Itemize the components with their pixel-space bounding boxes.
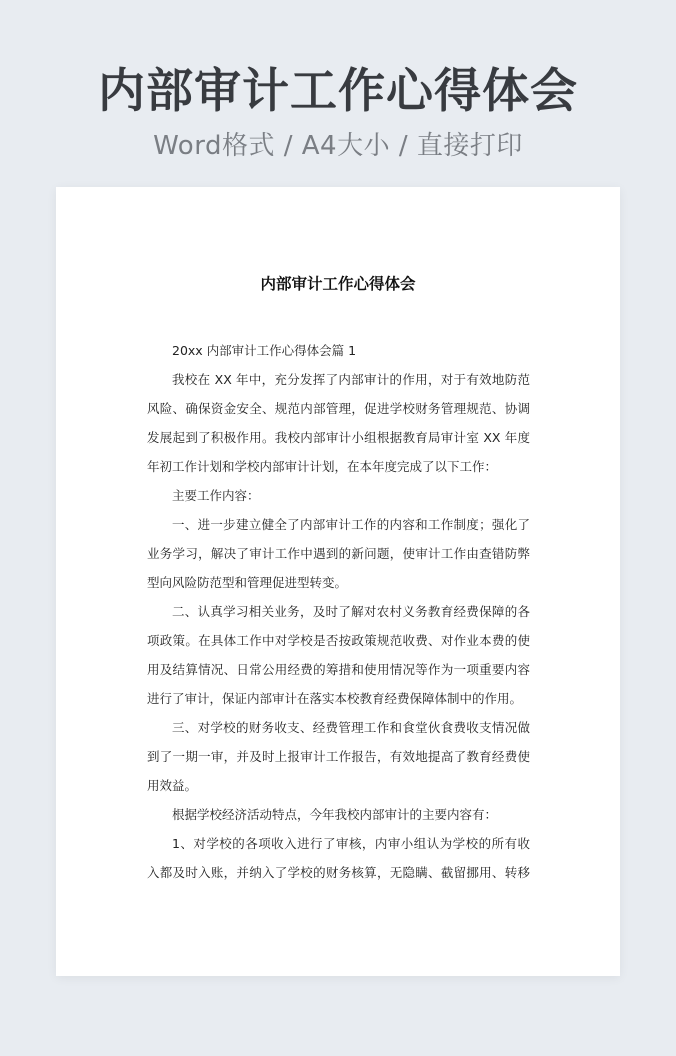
section-heading: 20xx 内部审计工作心得体会篇 1 [172,343,357,358]
text-line: 二、认真学习相关业务，及时了解对农村义务教育经费保障的各 [172,604,530,619]
text-line: 业务学习，解决了审计工作中遇到的新问题，使审计工作由查错防弊 [147,546,530,561]
main-title: 内部审计工作心得体会 [98,64,578,119]
text-line: 用效益。 [147,778,198,793]
text-line: 我校在 XX 年中，充分发挥了内部审计的作用，对于有效地防范 [172,372,530,387]
header [0,58,676,164]
text-line: 入都及时入账，并纳入了学校的财务核算，无隐瞒、截留挪用、转移 [147,865,530,880]
text-line: 进行了审计，保证内部审计在落实本校教育经费保障体制中的作用。 [147,691,523,706]
text-line: 三、对学校的财务收支、经费管理工作和食堂伙食费收支情况做 [172,720,530,735]
document-title: 内部审计工作心得体会 [260,275,416,293]
document-body [147,336,530,887]
text-line: 项政策。在具体工作中对学校是否按政策规范收费、对作业本费的使 [147,633,530,648]
text-line: 型向风险防范型和管理促进型转变。 [147,575,348,590]
subtitle: Word格式 / A4大小 / 直接打印 [153,131,523,161]
text-line: 一、进一步建立健全了内部审计工作的内容和工作制度；强化了 [172,517,530,532]
text-line: 1、对学校的各项收入进行了审核，内审小组认为学校的所有收 [172,836,530,851]
text-line: 风险、确保资金安全、规范内部管理，促进学校财务管理规范、协调 [147,401,530,416]
text-line: 年初工作计划和学校内部审计计划，在本年度完成了以下工作： [147,459,498,474]
text-line: 到了一期一审，并及时上报审计工作报告，有效地提高了教育经费使 [147,749,530,764]
text-line: 主要工作内容： [172,488,260,503]
text-line: 发展起到了积极作用。我校内部审计小组根据教育局审计室 XX 年度 [147,430,530,445]
text-line: 根据学校经济活动特点，今年我校内部审计的主要内容有： [172,807,498,822]
text-line: 用及结算情况、日常公用经费的筹措和使用情况等作为一项重要内容 [147,662,530,677]
